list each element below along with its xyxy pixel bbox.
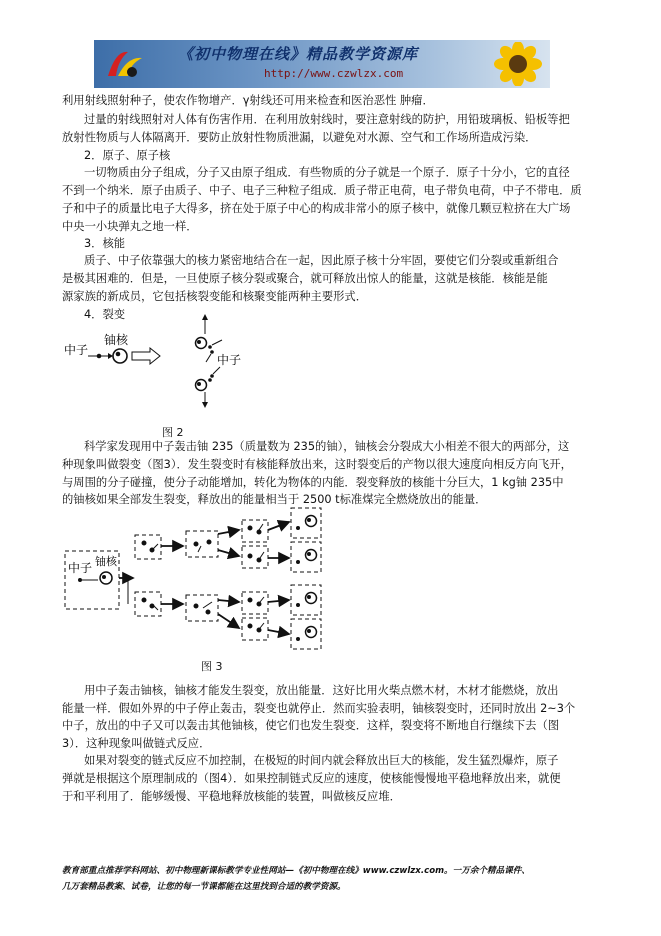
figure-3-caption: 图 3 bbox=[201, 660, 223, 673]
banner-url[interactable]: http://www.czwlzx.com bbox=[264, 67, 404, 80]
body-line: 用中子轰击铀核，铀核才能发生裂变，放出能量．这好比用火柴点燃木材，木材才能燃烧，放出 bbox=[84, 684, 559, 697]
body-line: 中子，放出的中子又可以轰击其他铀核，使它们也发生裂变．这样，裂变将不断地自行继续下去（图 bbox=[62, 719, 560, 732]
body-line: 一切物质由分子组成，分子又由原子组成．有些物质的分子就是一个原子．原子十分小，它的直径 bbox=[84, 166, 570, 179]
body-line: 中央一小块弹丸之地一样． bbox=[62, 220, 198, 233]
figure2-neutron-label-right: 中子 bbox=[217, 353, 242, 367]
section-heading: 4．裂变 bbox=[84, 308, 126, 321]
body-line: 与周围的分子碰撞，使分子动能增加，转化为物体的内能．裂变释放的核能十分巨大，1 kg铀 235中 bbox=[62, 476, 564, 489]
fission-fragment bbox=[196, 380, 207, 391]
footer-line-2: 几万套精品教案、试卷，让您的每一节课都能在这里找到合适的教学资源。 bbox=[62, 882, 346, 892]
body-line: 利用射线照射种子，使农作物增产．γ射线还可用来检查和医治恶性 肿瘤． bbox=[62, 94, 434, 107]
body-line: 能量一样．假如外界的中子停止轰击，裂变也就停止．然而实验表明，铀核裂变时，还同时放出 2~3个 bbox=[62, 702, 576, 715]
body-line: 如果对裂变的链式反应不加控制，在极短的时间内就会释放出巨大的核能，发生猛烈爆炸，原子 bbox=[84, 754, 559, 767]
body-line: 科学家发现用中子轰击铀 235（质量数为 235的铀），铀核会分裂成大小相差不很大的两部分，这 bbox=[84, 440, 570, 453]
body-line: 种现象叫做裂变（图3）．发生裂变时有核能释放出来，这时裂变后的产物以很大速度向相反方向飞开， bbox=[62, 458, 572, 471]
body-line: 的铀核如果全部发生裂变，释放出的能量相当于 2500 t标准煤完全燃烧放出的能量． bbox=[62, 493, 487, 506]
body-line: 子和中子的质量比电子大得多，挤在处于原子中心的构成非常小的原子核中，就像几颗豆粒挤在大广场 bbox=[62, 202, 571, 215]
sunflower-icon bbox=[492, 42, 544, 86]
section-heading: 2．原子、原子核 bbox=[84, 149, 171, 162]
section-heading: 3．核能 bbox=[84, 237, 126, 250]
figure2-uranium-label: 铀核 bbox=[104, 333, 129, 347]
body-line: 过量的射线照射对人体有伤害作用．在利用放射线时，要注意射线的防护，用铅玻璃板、铅板等把 bbox=[84, 113, 570, 126]
uranium-nucleus bbox=[113, 349, 127, 363]
uranium-nucleus bbox=[100, 572, 112, 584]
body-line: 放射性物质与人体隔离开．要防止放射性物质泄漏，以避免对水源、空气和工作场所造成污染． bbox=[62, 131, 537, 144]
figure3-neutron-label: 中子 bbox=[68, 561, 93, 575]
figure-3-chain-reaction-diagram bbox=[62, 506, 332, 654]
body-line: 于和平利用了．能够缓慢、平稳地释放核能的装置，叫做核反应堆． bbox=[62, 790, 401, 803]
body-line: 不到一个纳米．原子由质子、中子、电子三种粒子组成．质子带正电荷，电子带负电荷，中子不带电．质 bbox=[62, 184, 582, 197]
body-line: 源家族的新成员，它包括核裂变能和核聚变能两种主要形式． bbox=[62, 290, 368, 303]
body-line: 3）．这种现象叫做链式反应． bbox=[62, 737, 211, 750]
banner-title: 《初中物理在线》精品教学资源库 bbox=[178, 45, 419, 63]
figure2-neutron-label: 中子 bbox=[64, 343, 89, 357]
figure-2-caption: 图 2 bbox=[162, 426, 184, 439]
fission-fragment bbox=[196, 338, 207, 349]
footer-line-1: 教育部重点推荐学科网站、初中物理新课标教学专业性网站—《初中物理在线》www.czwlzx.com。一万余个精品课件、 bbox=[62, 866, 530, 876]
header-banner bbox=[94, 40, 550, 88]
body-line: 质子、中子依靠强大的核力紧密地结合在一起，因此原子核十分牢固，要使它们分裂或重新组合 bbox=[84, 254, 559, 267]
figure-2-fission-diagram bbox=[62, 312, 262, 420]
site-logo-icon bbox=[102, 46, 148, 82]
body-line: 是极其困难的．但是，一旦使原子核分裂或聚合，就可释放出惊人的能量，这就是核能．核能是能 bbox=[62, 272, 548, 285]
body-line: 弹就是根据这个原理制成的（图4）．如果控制链式反应的速度，使核能慢慢地平稳地释放出来，就便 bbox=[62, 772, 561, 785]
figure3-uranium-label: 铀核 bbox=[95, 555, 117, 568]
